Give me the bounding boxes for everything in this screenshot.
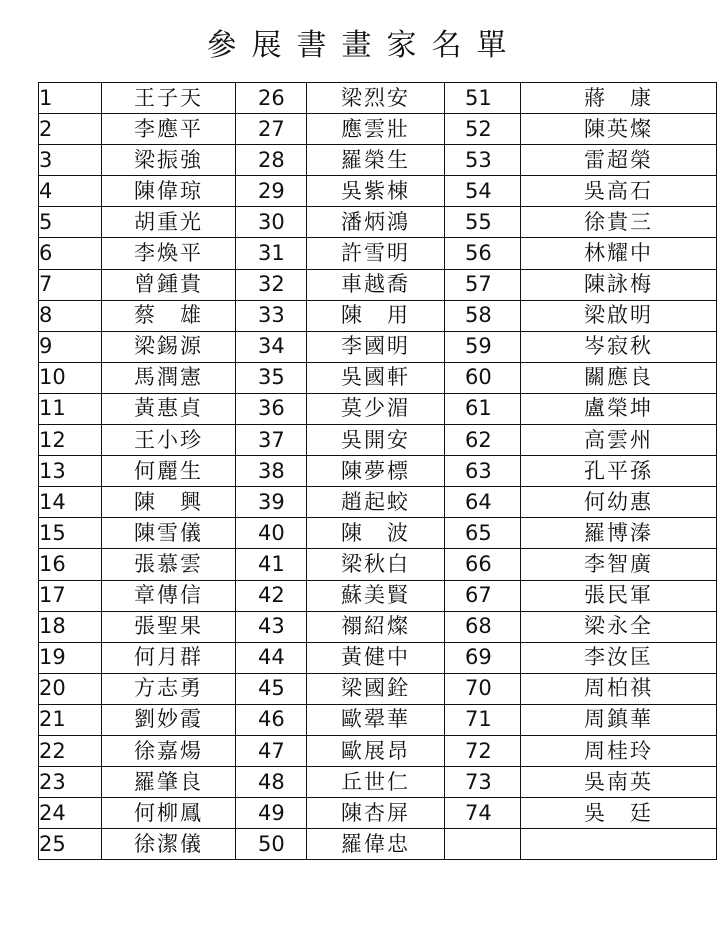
artist-name: 陳 興 [102,487,236,518]
entry-number: 6 [39,238,102,269]
entry-number: 24 [39,798,102,829]
entry-number: 43 [236,611,307,642]
artist-name: 丘世仁 [307,767,445,798]
entry-number [445,829,521,860]
artist-name: 周柏祺 [521,673,717,704]
table-row [39,673,717,704]
table-row [39,269,717,300]
artist-name: 陳 波 [307,518,445,549]
artist-name: 歐展昂 [307,735,445,766]
entry-number: 40 [236,518,307,549]
artist-name: 李智廣 [521,549,717,580]
artist-name: 徐貴三 [521,207,717,238]
table-row [39,393,717,424]
entry-number: 41 [236,549,307,580]
entry-number: 60 [445,362,521,393]
entry-number: 11 [39,393,102,424]
entry-number: 56 [445,238,521,269]
table-row [39,331,717,362]
entry-number: 30 [236,207,307,238]
table-row [39,611,717,642]
artist-name: 何麗生 [102,456,236,487]
artist-name: 禤紹燦 [307,611,445,642]
entry-number: 17 [39,580,102,611]
artist-name: 蔣 康 [521,83,717,114]
artist-name: 梁永全 [521,611,717,642]
artist-name: 王子天 [102,83,236,114]
artist-name: 蘇美賢 [307,580,445,611]
entry-number: 44 [236,642,307,673]
entry-number: 39 [236,487,307,518]
artist-name: 方志勇 [102,673,236,704]
entry-number: 36 [236,393,307,424]
table-row [39,362,717,393]
table-row [39,798,717,829]
artist-name: 張民軍 [521,580,717,611]
artist-name: 羅偉忠 [307,829,445,860]
table-row [39,83,717,114]
entry-number: 15 [39,518,102,549]
entry-number: 14 [39,487,102,518]
artist-name: 李汝匡 [521,642,717,673]
entry-number: 34 [236,331,307,362]
table-row [39,207,717,238]
entry-number: 70 [445,673,521,704]
entry-number: 68 [445,611,521,642]
artist-name: 許雪明 [307,238,445,269]
table-row [39,735,717,766]
entry-number: 72 [445,735,521,766]
entry-number: 67 [445,580,521,611]
entry-number: 42 [236,580,307,611]
entry-number: 12 [39,425,102,456]
table-row [39,238,717,269]
artist-name: 周桂玲 [521,735,717,766]
artist-name: 梁國銓 [307,673,445,704]
entry-number: 31 [236,238,307,269]
page-title: 參展書畫家名單 [206,28,522,63]
table-row [39,549,717,580]
artist-name: 陳雪儀 [102,518,236,549]
entry-number: 5 [39,207,102,238]
artist-name: 吳 廷 [521,798,717,829]
table-row [39,300,717,331]
entry-number: 4 [39,176,102,207]
artist-name: 林耀中 [521,238,717,269]
entry-number: 38 [236,456,307,487]
artist-name: 周鎮華 [521,704,717,735]
entry-number: 65 [445,518,521,549]
table-row [39,829,717,860]
artist-name: 何柳鳳 [102,798,236,829]
entry-number: 59 [445,331,521,362]
table-row [39,425,717,456]
entry-number: 13 [39,456,102,487]
artist-name: 岑寂秋 [521,331,717,362]
artist-name: 李煥平 [102,238,236,269]
entry-number: 25 [39,829,102,860]
artist-name: 梁烈安 [307,83,445,114]
artist-name: 陳杏屏 [307,798,445,829]
artist-name: 張慕雲 [102,549,236,580]
artist-name: 黃健中 [307,642,445,673]
entry-number: 73 [445,767,521,798]
artist-name: 李國明 [307,331,445,362]
artist-name: 潘炳鴻 [307,207,445,238]
artist-name: 梁錫源 [102,331,236,362]
artist-name: 梁秋白 [307,549,445,580]
table-row [39,487,717,518]
table-row [39,518,717,549]
entry-number: 29 [236,176,307,207]
artist-name: 何月群 [102,642,236,673]
artist-name: 徐潔儀 [102,829,236,860]
table-row [39,114,717,145]
table-row [39,580,717,611]
table-row [39,642,717,673]
artist-name: 雷超榮 [521,145,717,176]
artist-name: 羅博溱 [521,518,717,549]
entry-number: 58 [445,300,521,331]
entry-number: 9 [39,331,102,362]
entry-number: 45 [236,673,307,704]
entry-number: 54 [445,176,521,207]
entry-number: 49 [236,798,307,829]
artist-name: 盧榮坤 [521,393,717,424]
artist-name: 歐翚華 [307,704,445,735]
entry-number: 52 [445,114,521,145]
artist-name: 梁振強 [102,145,236,176]
artist-name: 陳英燦 [521,114,717,145]
entry-number: 7 [39,269,102,300]
artist-name: 應雲壯 [307,114,445,145]
entry-number: 71 [445,704,521,735]
entry-number: 50 [236,829,307,860]
artist-name: 曾鍾貴 [102,269,236,300]
table-row [39,767,717,798]
artist-name: 章傳信 [102,580,236,611]
artist-name: 王小珍 [102,425,236,456]
entry-number: 27 [236,114,307,145]
entry-number: 69 [445,642,521,673]
entry-number: 57 [445,269,521,300]
artist-name: 趙起蛟 [307,487,445,518]
artist-name: 吳紫棟 [307,176,445,207]
entry-number: 18 [39,611,102,642]
artist-name [521,829,717,860]
artist-name: 陳夢標 [307,456,445,487]
artist-name: 何幼惠 [521,487,717,518]
artist-name: 吳南英 [521,767,717,798]
entry-number: 26 [236,83,307,114]
entry-number: 23 [39,767,102,798]
entry-number: 10 [39,362,102,393]
roster-body [39,83,717,860]
artist-name: 羅肇良 [102,767,236,798]
artist-name: 陳偉琼 [102,176,236,207]
entry-number: 46 [236,704,307,735]
entry-number: 61 [445,393,521,424]
artist-name: 張聖果 [102,611,236,642]
artist-name: 車越喬 [307,269,445,300]
artist-name: 李應平 [102,114,236,145]
artist-name: 黃惠貞 [102,393,236,424]
entry-number: 21 [39,704,102,735]
entry-number: 37 [236,425,307,456]
table-row [39,456,717,487]
artist-name: 陳詠梅 [521,269,717,300]
table-row [39,145,717,176]
artist-name: 莫少湄 [307,393,445,424]
entry-number: 3 [39,145,102,176]
artist-name: 劉妙霞 [102,704,236,735]
entry-number: 55 [445,207,521,238]
entry-number: 33 [236,300,307,331]
entry-number: 51 [445,83,521,114]
artist-name: 陳 用 [307,300,445,331]
artist-name: 蔡 雄 [102,300,236,331]
entry-number: 62 [445,425,521,456]
entry-number: 2 [39,114,102,145]
artist-name: 吳國軒 [307,362,445,393]
entry-number: 32 [236,269,307,300]
artist-name: 關應良 [521,362,717,393]
entry-number: 63 [445,456,521,487]
artist-name: 吳高石 [521,176,717,207]
entry-number: 35 [236,362,307,393]
entry-number: 53 [445,145,521,176]
table-row [39,704,717,735]
entry-number: 19 [39,642,102,673]
artist-name: 羅榮生 [307,145,445,176]
artist-name: 高雲州 [521,425,717,456]
artist-name: 孔平孫 [521,456,717,487]
entry-number: 64 [445,487,521,518]
entry-number: 74 [445,798,521,829]
artist-name: 梁啟明 [521,300,717,331]
entry-number: 8 [39,300,102,331]
entry-number: 66 [445,549,521,580]
entry-number: 16 [39,549,102,580]
entry-number: 20 [39,673,102,704]
entry-number: 47 [236,735,307,766]
artist-name: 吳開安 [307,425,445,456]
entry-number: 28 [236,145,307,176]
entry-number: 1 [39,83,102,114]
artist-name: 馬潤憲 [102,362,236,393]
entry-number: 48 [236,767,307,798]
entry-number: 22 [39,735,102,766]
artist-name: 徐嘉煬 [102,735,236,766]
artist-roster-table [38,82,717,860]
artist-name: 胡重光 [102,207,236,238]
table-row [39,176,717,207]
